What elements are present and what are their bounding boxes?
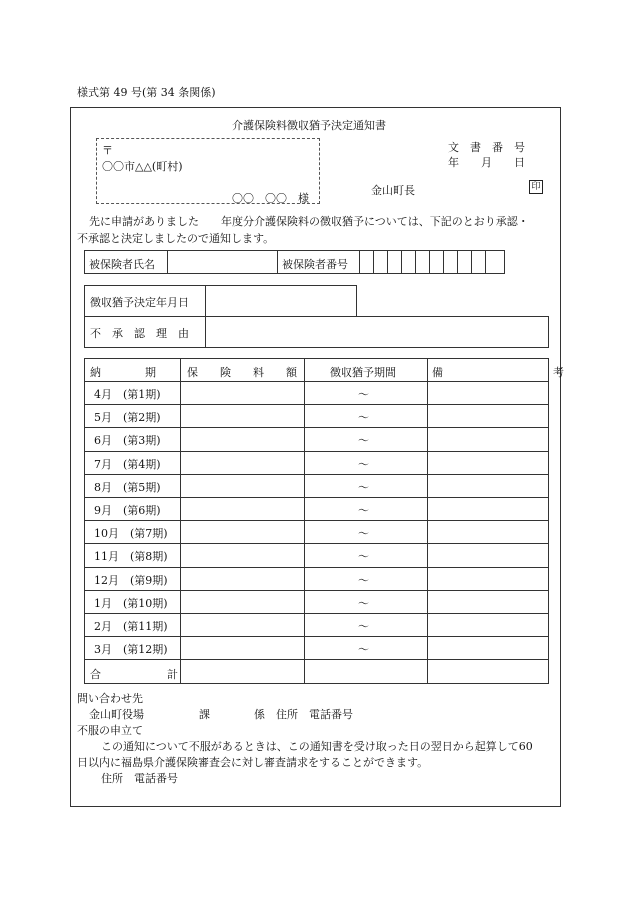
rejection-reason-label: 不 承 認 理 由 [90, 327, 189, 340]
table-row-period: 5月 (第2期) [94, 411, 161, 425]
table-row-period: 7月 (第4期) [94, 457, 161, 471]
intro-paragraph [77, 213, 555, 247]
inquiry-label: 問い合わせ先 [77, 692, 143, 705]
table-row-period: 11月 (第8期) [94, 550, 168, 564]
seal-stamp: 印 [529, 180, 543, 194]
inquiry-details: 金山町役場 課 係 住所 電話番号 [89, 708, 353, 721]
address-city: 〇〇市△△(町村) [102, 160, 183, 173]
table-row-divider [84, 590, 549, 591]
table-row-deferral-range: ～ [358, 620, 369, 633]
table-row-deferral-range: ～ [358, 388, 369, 401]
table-row-deferral-range: ～ [358, 457, 369, 471]
table-row-deferral-range: ～ [358, 411, 369, 425]
table-row-divider [84, 520, 549, 521]
intro-line-2: 不承認と決定しましたので通知します。 [77, 232, 275, 245]
document-title: 介護保険料徴収猶予決定通知書 [232, 119, 386, 132]
header-due-period: 納 期 [90, 366, 156, 379]
appeal-text-line-1: この通知について不服があるときは、この通知書を受け取った日の翌日から起算して60 [101, 740, 533, 753]
insured-number-label: 被保険者番号 [282, 258, 348, 271]
table-row-divider [84, 427, 549, 428]
table-row-deferral-range: ～ [358, 596, 369, 610]
table-row-divider [84, 567, 549, 568]
table-row-divider [84, 381, 549, 382]
document-number-label: 文 書 番 号 [448, 141, 525, 154]
insured-name-label: 被保険者氏名 [89, 258, 155, 271]
table-row-divider [84, 659, 549, 660]
postal-mark: 〒 [102, 144, 113, 157]
table-row-divider [84, 636, 549, 637]
table-row-deferral-range: ～ [358, 527, 369, 541]
header-premium-amount: 保 険 料 額 [187, 366, 297, 379]
table-row-period: 10月 (第7期) [94, 527, 168, 541]
issuer-name: 金山町長 [371, 184, 415, 197]
table-row-deferral-range: ～ [358, 480, 369, 494]
table-row-period: 1月 (第10期) [94, 596, 168, 610]
table-row-period: 12月 (第9期) [94, 573, 168, 587]
contact-details: 住所 電話番号 [101, 772, 178, 785]
table-row-period: 4月 (第1期) [94, 388, 161, 401]
total-label: 合 計 [90, 668, 178, 681]
header-remarks: 備 考 [432, 366, 564, 379]
table-row-period: 8月 (第5期) [94, 480, 161, 494]
appeal-text-line-2: 日以内に福島県介護保険審査会に対し審査請求をすることができます。 [77, 756, 429, 769]
table-row-period: 2月 (第11期) [94, 620, 168, 633]
table-row-period: 9月 (第6期) [94, 504, 161, 517]
table-row-divider [84, 451, 549, 452]
form-number: 様式第 49 号(第 34 条関係) [77, 86, 216, 99]
decision-date-label: 徴収猶予決定年月日 [90, 296, 189, 309]
table-row-divider [84, 474, 549, 475]
date-label: 年 月 日 [448, 156, 525, 169]
table-row-divider [84, 404, 549, 405]
table-row-deferral-range: ～ [358, 504, 369, 517]
table-row-divider [84, 613, 549, 614]
appeal-label: 不服の申立て [77, 724, 143, 737]
addressee-name: 〇〇 〇〇 様 [232, 192, 309, 205]
header-deferral-period: 徴収猶予期間 [330, 366, 396, 379]
table-row-deferral-range: ～ [358, 573, 369, 587]
table-row-deferral-range: ～ [358, 550, 369, 564]
table-row-divider [84, 543, 549, 544]
table-row-period: 6月 (第3期) [94, 434, 161, 448]
table-row-deferral-range: ～ [358, 434, 369, 448]
table-row-divider [84, 497, 549, 498]
table-row-period: 3月 (第12期) [94, 643, 168, 657]
intro-line-1: 先に申請がありました 年度分介護保険料の徴収猶予については、下記のとおり承認・ [89, 215, 529, 228]
table-row-deferral-range: ～ [358, 643, 369, 657]
